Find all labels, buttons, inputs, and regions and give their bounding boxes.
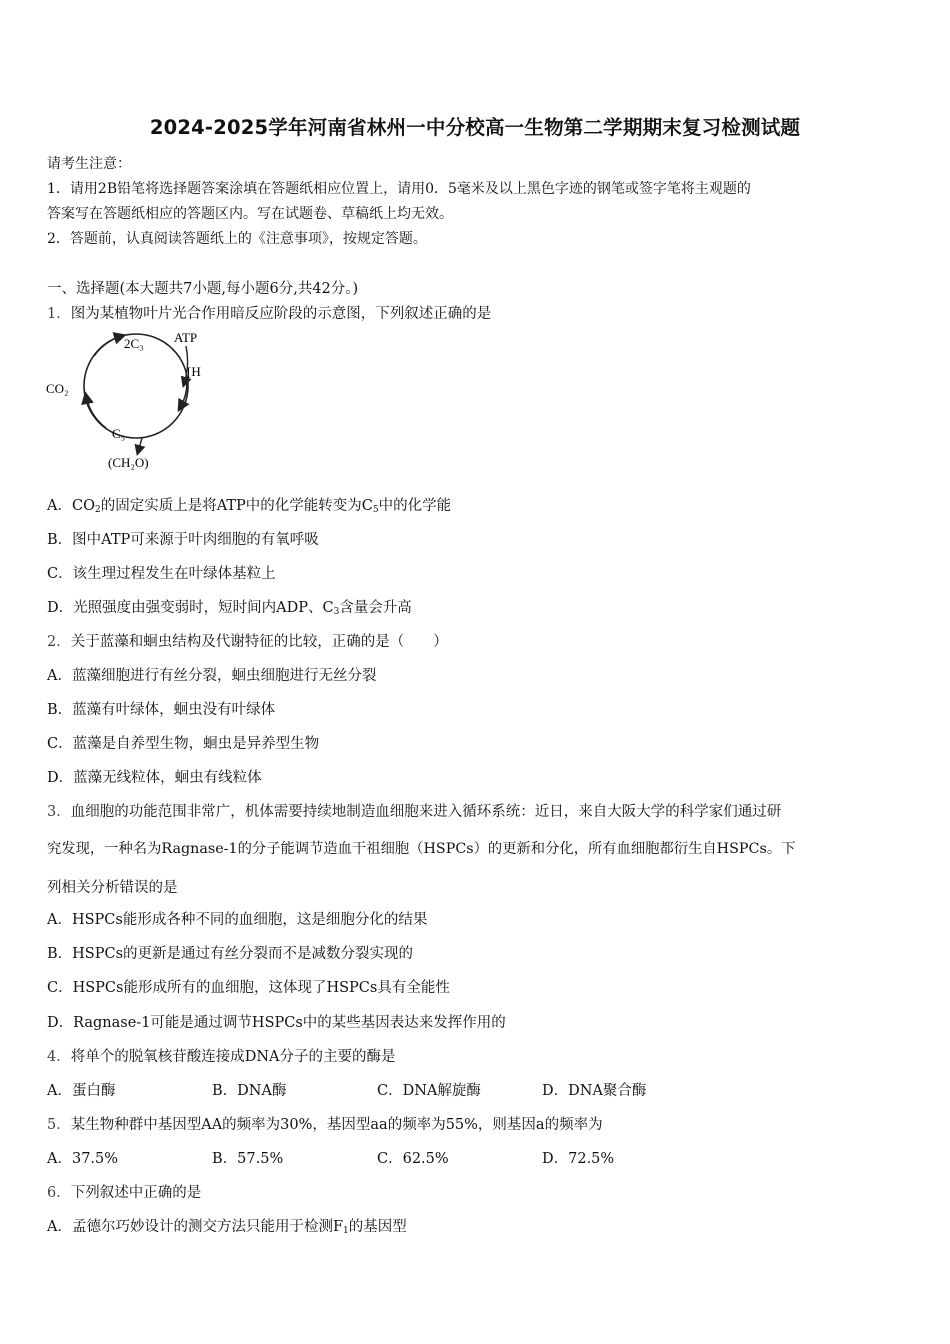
question-3 <box>47 800 781 821</box>
nadph-label: [H <box>187 364 201 379</box>
question-1 <box>47 302 491 323</box>
dark-reaction-diagram <box>44 326 214 474</box>
question-6 <box>47 1181 201 1202</box>
q1-option-d[interactable] <box>47 596 412 617</box>
c3-label: 2C₃ <box>124 336 144 351</box>
question-number: 4． <box>47 1049 71 1065</box>
question-stem: 下列叙述中正确的是 <box>70 1185 202 1201</box>
question-stem: 关于蓝藻和蛔虫结构及代谢特征的比较，正确的是（ ） <box>70 634 448 650</box>
question-4 <box>47 1045 396 1066</box>
option-text-part: 的基因型 <box>348 1219 407 1235</box>
q2-option-b[interactable]: B．蓝藻有叶绿体，蛔虫没有叶绿体 <box>47 702 276 718</box>
subscript: 1 <box>343 1226 349 1236</box>
q5-options <box>47 1147 907 1167</box>
question-number: 1． <box>47 306 71 322</box>
q3-option-b[interactable]: B．HSPCs的更新是通过有丝分裂而不是减数分裂实现的 <box>47 946 414 962</box>
q4-option-c[interactable]: C．DNA解旋酶 <box>377 1083 481 1099</box>
option-text-part: A．孟德尔巧妙设计的测交方法只能用于检测F <box>47 1219 344 1235</box>
q3-option-c[interactable]: C．HSPCs能形成所有的血细胞，这体现了HSPCs具有全能性 <box>47 980 450 996</box>
q3-option-d[interactable]: D．Ragnase-1可能是通过调节HSPCs中的某些基因表达来发挥作用的 <box>47 1015 506 1031</box>
notice-heading: 请考生注意： <box>47 156 131 172</box>
cycle-arrow-upper <box>94 336 122 356</box>
option-text-part: D．光照强度由强变弱时，短时间内ADP、C <box>47 600 334 616</box>
option-text-part: 含量会升高 <box>339 600 412 616</box>
co2-label: CO₂ <box>46 381 69 396</box>
question-stem-line-2: 究发现，一种名为Ragnase-1的分子能调节造血干祖细胞（HSPCs）的更新和分化，所有血细胞都衍生自HSPCs。下 <box>47 841 796 857</box>
question-stem-line-1: 血细胞的功能范围非常广，机体需要持续地制造血细胞来进入循环系统：近日，来自大阪大学的科学家们通过研 <box>70 804 782 820</box>
notice-item-2: 2．答题前，认真阅读答题纸上的《注意事项》，按规定答题。 <box>47 231 427 247</box>
q1-option-c[interactable]: C．该生理过程发生在叶绿体基粒上 <box>47 566 276 582</box>
question-stem-line-3: 列相关分析错误的是 <box>47 880 178 896</box>
option-text-part: CO <box>71 498 95 514</box>
product-output-arrow <box>138 438 142 452</box>
option-text-part: 中的化学能 <box>378 498 452 514</box>
c5-label: C₅ <box>112 426 126 441</box>
q5-option-c[interactable]: C．62.5% <box>377 1151 449 1167</box>
q4-option-a[interactable]: A．蛋白酶 <box>47 1083 116 1099</box>
section-heading: 一、选择题(本大题共7小题,每小题6分,共42分。) <box>47 281 359 297</box>
question-number: 6． <box>47 1185 71 1201</box>
q1-option-b[interactable]: B．图中ATP可来源于叶肉细胞的有氧呼吸 <box>47 532 319 548</box>
subscript: 5 <box>372 505 379 515</box>
q2-option-a[interactable]: A．蓝藻细胞进行有丝分裂，蛔虫细胞进行无丝分裂 <box>47 668 377 684</box>
q2-option-c[interactable]: C．蓝藻是自养型生物，蛔虫是异养型生物 <box>47 736 320 752</box>
q5-option-d[interactable]: D．72.5% <box>542 1151 615 1167</box>
q4-option-b[interactable]: B．DNA酶 <box>212 1083 287 1099</box>
question-stem: 图为某植物叶片光合作用暗反应阶段的示意图，下列叙述正确的是 <box>70 306 492 322</box>
q2-option-d[interactable]: D．蓝藻无线粒体，蛔虫有线粒体 <box>47 770 262 786</box>
cycle-arrow-left <box>86 396 106 428</box>
question-number: 5． <box>47 1117 71 1133</box>
question-stem: 某生物种群中基因型AA的频率为30%，基因型aa的频率为55%，则基因a的频率为 <box>70 1117 603 1133</box>
question-stem: 将单个的脱氧核苷酸连接成DNA分子的主要的酶是 <box>70 1049 396 1065</box>
option-label: A． <box>47 498 72 514</box>
option-text-part: 的固定实质上是将ATP中的化学能转变为C <box>100 498 373 514</box>
q4-options <box>47 1079 907 1099</box>
subscript: 2 <box>94 505 101 515</box>
atp-label: ATP <box>174 330 198 345</box>
question-5 <box>47 1113 603 1134</box>
subscript: 3 <box>333 607 340 617</box>
q3-option-a[interactable]: A．HSPCs能形成各种不同的血细胞，这是细胞分化的结果 <box>47 912 428 928</box>
q1-option-a[interactable] <box>47 494 451 515</box>
q5-option-a[interactable]: A．37.5% <box>47 1151 119 1167</box>
question-2 <box>47 630 448 651</box>
q4-option-d[interactable]: D．DNA聚合酶 <box>542 1083 647 1099</box>
question-number: 2． <box>47 634 71 650</box>
page-title: 2024-2025学年河南省林州一中分校高一生物第二学期期末复习检测试题 <box>149 116 801 139</box>
notice-item-1-line-2: 答案写在答题纸相应的答题区内。写在试题卷、草稿纸上均无效。 <box>47 206 453 222</box>
q5-option-b[interactable]: B．57.5% <box>212 1151 284 1167</box>
question-number: 3． <box>47 804 71 820</box>
ch2o-label: (CH₂O) <box>108 455 149 470</box>
notice-item-1-line-1: 1．请用2B铅笔将选择题答案涂填在答题纸相应位置上，请用0．5毫米及以上黑色字迹的钢笔或签字笔将主观题的 <box>47 181 751 197</box>
q6-option-a[interactable] <box>47 1215 407 1236</box>
